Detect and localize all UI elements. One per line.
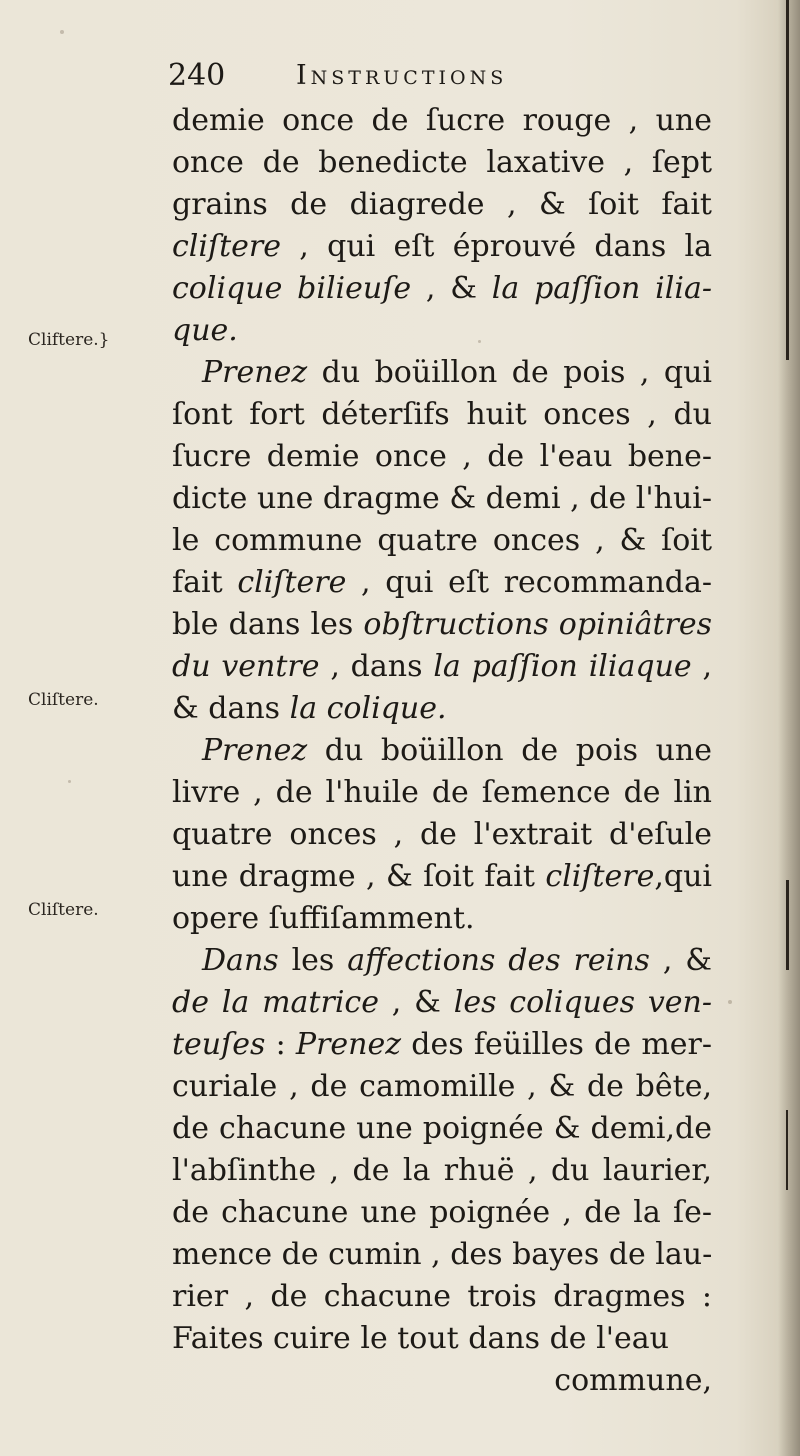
text-segment: du boüillon de pois , qui [307, 355, 712, 390]
italic-text: cliſtere [172, 229, 281, 264]
text-segment: de chacune une poignée , de la ſe- [172, 1195, 712, 1230]
page-number: 240 [168, 58, 226, 93]
text-segment: once de benedicte laxative , ſept [172, 145, 712, 180]
text-line [172, 1024, 712, 1066]
italic-text: cliſtere [237, 565, 347, 600]
text-segment: mence de cumin , des bayes de lau- [172, 1237, 713, 1272]
text-line [172, 1318, 712, 1360]
text-segment: une dragme , & ſoit fait [172, 859, 546, 894]
paper-spot [728, 1000, 732, 1004]
margin-note: Cliſtere. [28, 690, 99, 710]
text-line [172, 184, 712, 226]
text-line [172, 772, 712, 814]
text-line [172, 478, 712, 520]
text-segment: dicte une dragme & demi , de l'hui- [172, 481, 712, 516]
italic-text: Prenez [295, 1027, 402, 1062]
italic-text: la paſſion ilia- [491, 271, 712, 306]
text-segment: ble dans les [172, 607, 364, 642]
text-line [172, 1276, 712, 1318]
text-line [172, 1108, 712, 1150]
text-segment: demie once de ſucre rouge , une [172, 103, 712, 138]
italic-text: les coliques ven- [453, 985, 713, 1020]
binding-edge [786, 0, 789, 360]
italic-text: la paſſion iliaque [433, 649, 692, 684]
text-line [172, 982, 712, 1024]
binding-edge [786, 880, 789, 970]
text-segment: commune, [554, 1363, 712, 1398]
text-segment: & dans [172, 691, 290, 726]
text-segment: Faites cuire le tout dans de l'eau [172, 1321, 669, 1356]
text-line [172, 856, 712, 898]
text-segment: les [278, 943, 348, 978]
text-line [172, 1192, 712, 1234]
paper-spot [60, 30, 64, 34]
text-line [172, 814, 712, 856]
text-line [172, 898, 712, 940]
text-segment: livre , de l'huile de ſemence de lin [172, 775, 712, 810]
italic-text: Dans [202, 943, 279, 978]
text-segment: du boüillon de pois une [307, 733, 712, 768]
text-segment: opere ſuffiſamment. [172, 901, 475, 936]
binding-edge [786, 1110, 788, 1190]
text-segment: , dans [319, 649, 434, 684]
text-line [172, 100, 712, 142]
italic-text: du ventre [172, 649, 320, 684]
text-segment: , & [411, 271, 492, 306]
italic-text: affections des reins [347, 943, 650, 978]
italic-text: Prenez [202, 733, 308, 768]
text-line [202, 352, 712, 394]
text-segment: : [265, 1027, 296, 1062]
text-line [172, 142, 712, 184]
running-head: Instructions [296, 60, 508, 91]
italic-text: colique bilieuſe [172, 271, 412, 306]
italic-text: teuſes [172, 1027, 266, 1062]
italic-text: que. [172, 313, 238, 348]
text-line [202, 940, 712, 982]
text-line [172, 562, 712, 604]
text-line [172, 310, 712, 352]
text-line [172, 1150, 712, 1192]
text-segment: curiale , de camomille , & de bête, [172, 1069, 712, 1104]
text-line [172, 1234, 712, 1276]
text-line [172, 520, 712, 562]
text-segment: de chacune une poignée & demi,de [172, 1111, 712, 1146]
text-segment: , [691, 649, 713, 684]
text-segment: l'abſinthe , de la rhuë , du laurier, [172, 1153, 712, 1188]
text-segment: , qui eſt éprouvé dans la [281, 229, 712, 264]
text-line [172, 646, 712, 688]
text-segment: grains de diagrede , & ſoit fait [172, 187, 712, 222]
italic-text: Prenez [202, 355, 308, 390]
margin-note: Cliftere.} [28, 330, 110, 350]
text-line [172, 604, 712, 646]
text-segment: fait [172, 565, 238, 600]
italic-text: obſtructions opiniâtres [363, 607, 713, 642]
text-line [172, 1066, 712, 1108]
page-header [168, 56, 608, 100]
text-line [172, 268, 712, 310]
text-line [172, 688, 712, 730]
text-line [172, 394, 712, 436]
text-segment: , & [378, 985, 454, 1020]
text-segment: ſont fort déterſifs huit onces , du [172, 397, 712, 432]
text-line [172, 436, 712, 478]
italic-text: cliſtere [545, 859, 655, 894]
text-line [172, 226, 712, 268]
italic-text: de la matrice [172, 985, 379, 1020]
text-segment: ,qui [654, 859, 712, 894]
page-gutter-shadow [778, 0, 800, 1456]
text-line [202, 730, 712, 772]
text-segment: des feüilles de mer- [401, 1027, 712, 1062]
margin-note: Cliſtere. [28, 900, 99, 920]
text-segment: quatre onces , de l'extrait d'eſule [172, 817, 712, 852]
text-segment: le commune quatre onces , & ſoit [172, 523, 712, 558]
text-segment: ſucre demie once , de l'eau bene- [172, 439, 712, 474]
italic-text: la colique. [289, 691, 447, 726]
text-line [172, 1360, 712, 1402]
text-segment: rier , de chacune trois dragmes : [172, 1279, 712, 1314]
text-segment: , & [649, 943, 712, 978]
text-segment: , qui eſt recommanda- [346, 565, 712, 600]
paper-spot [68, 780, 71, 783]
